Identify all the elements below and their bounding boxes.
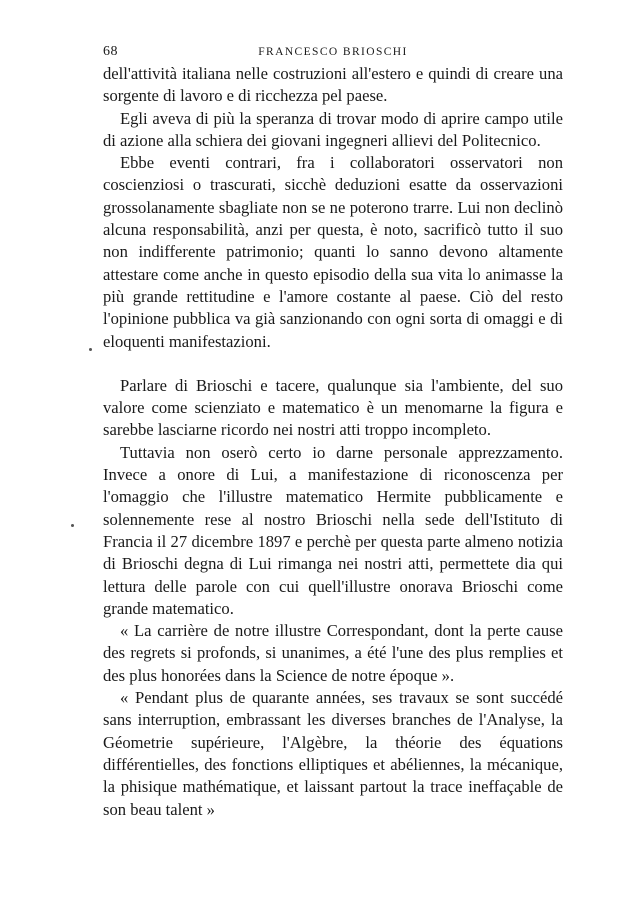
body-text — [103, 63, 563, 821]
margin-dot-mark — [89, 348, 92, 351]
paragraph-tuttavia: Tuttavia non oserò certo io darne personale apprezzamento. Invece a onore di Lui, a manifestazione di riconoscenza per l'omaggio che l'illustre matematico Hermite pubblicamente e solennemente rese al nostro Brioschi nella sede dell'Istituto di Francia il 27 dicembre 1897 e perchè per questa parte almeno notizia di Brioschi degna di Lui rimanga nei nostri atti, permettete dia qui lettura delle parole con cui quell'illustre onorava Brioschi come grande matematico. — [103, 442, 563, 618]
running-head: FRANCESCO BRIOSCHI — [258, 46, 408, 58]
quote-paragraph-carriere: « La carrière de notre illustre Correspondant, dont la perte cause des regrets si profonds, si unanimes, a été l'une des plus remplies et des plus honorées dans la Science de notre époque ». — [103, 621, 563, 685]
page-header — [103, 44, 563, 64]
paragraph-politecnico: Egli aveva di più la speranza di trovar modo di aprire campo utile di azione alla schiera dei giovani ingegneri allievi del Politecnico. — [103, 108, 563, 150]
paragraph-eventi-contrari: Ebbe eventi contrari, fra i collaboratori osservatori non coscienziosi o trascurati, sicchè deduzioni esatte da osservazioni grossolanamente sbagliate non se ne poterono trarre. Lui non declinò alcuna responsabilità, anzi per questa, è noto, sacrificò tutto il suo non indifferente patrimonio; quanti lo sanno devono altamente attestare come anche in questo episodio della sua vita lo animasse la più grande rettitudine e l'amore costante al paese. Ciò del resto l'opinione pubblica va già sanzionando con ogni sorta di omaggi e di eloquenti manifestazioni. — [103, 153, 563, 351]
margin-dot-mark — [71, 524, 74, 527]
paragraph-continuation: dell'attività italiana nelle costruzioni all'estero e quindi di creare una sorgente di lavoro e di ricchezza pel paese. — [103, 64, 563, 106]
page-number: 68 — [103, 44, 118, 59]
quote-paragraph-pendant: « Pendant plus de quarante années, ses travaux se sont succédé sans interruption, embrassant les diverses branches de l'Analyse, la Géometrie supérieure, l'Algèbre, la théorie des équations différentielles, des fonctions elliptiques et abéliennes, la mécanique, la phisique mathématique, et laissant partout la trace ineffaçable de son beau talent » — [103, 688, 563, 819]
paragraph-parlare-di-brioschi: Parlare di Brioschi e tacere, qualunque sia l'ambiente, del suo valore come scienziato e matematico è un menomarne la figura e sarebbe lasciarne ricordo nei nostri atti troppo incompleto. — [103, 375, 563, 440]
